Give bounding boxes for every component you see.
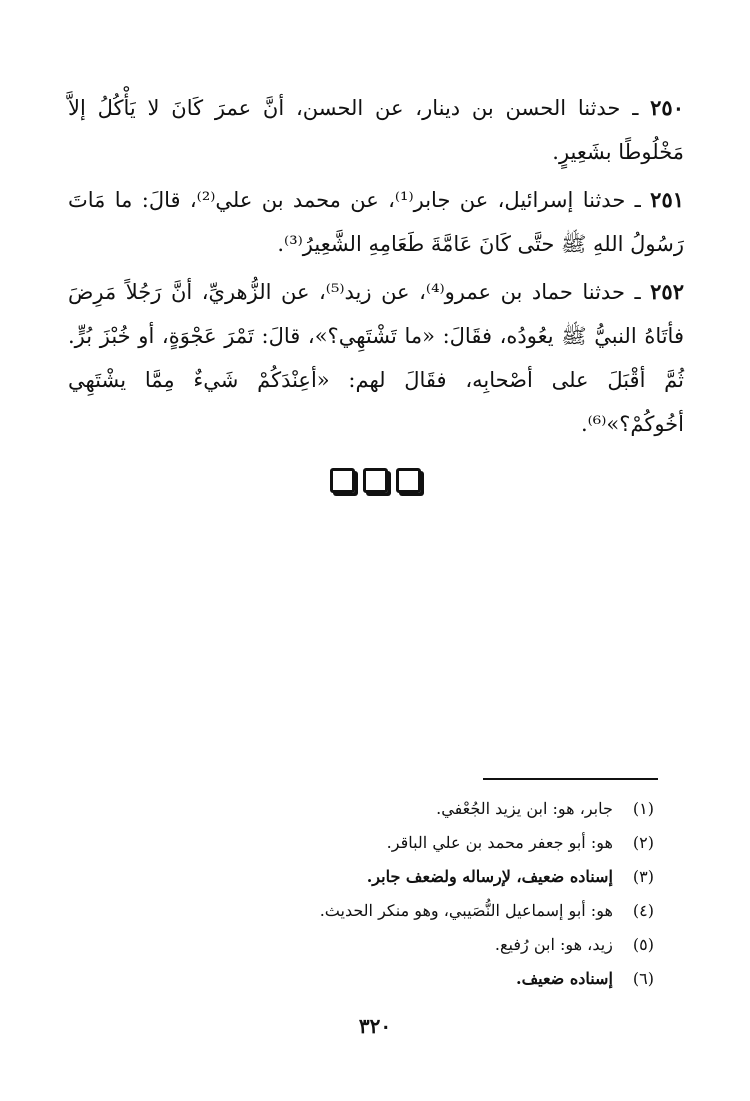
footnote-number: (٣) xyxy=(632,867,654,886)
footnote-item xyxy=(100,826,654,860)
hadith-paragraph-251 xyxy=(68,178,684,266)
page-number: ٣٢٠ xyxy=(358,1014,392,1038)
hadith-number: ٢٥٢ xyxy=(650,279,684,304)
footnote-item xyxy=(100,928,654,962)
footnote-number: (٥) xyxy=(632,935,654,954)
separator-square-icon xyxy=(396,468,421,493)
footnote-text: هو: أبو جعفر محمد بن علي الباقر. xyxy=(386,833,613,852)
hadith-number: ٢٥١ xyxy=(650,187,685,212)
footnote-text: إسناده ضعيف. xyxy=(516,969,613,988)
footnote-item xyxy=(100,894,654,928)
footnote-text: جابر، هو: ابن يزيد الجُعْفي. xyxy=(436,799,613,818)
footnote-number: (٢) xyxy=(632,833,654,852)
main-text xyxy=(68,86,684,450)
footnote-number: (٤) xyxy=(632,901,654,920)
footnote-number: (١) xyxy=(632,799,654,818)
footnote-number: (٦) xyxy=(632,969,654,988)
footnote-text: زيد، هو: ابن رُفيع. xyxy=(494,935,613,954)
hadith-text: ـ حدثنا الحسن بن دينار، عن الحسن، أنَّ عمرَ كَانَ لا يَأْكُلُ إلاَّ مَخْلُوطًا بشَعِيرٍ. xyxy=(68,96,684,164)
hadith-text: ـ حدثنا إسرائيل، عن جابر⁽¹⁾، عن محمد بن علي⁽²⁾، قالَ: ما مَاتَ رَسُولُ اللهِ ﷺ حتَّى كَانَ عَامَّةَ طَعَامِهِ الشَّعِيرُ⁽³⁾. xyxy=(68,188,684,256)
footnote-item xyxy=(100,792,654,826)
separator-square-icon xyxy=(330,468,355,493)
hadith-paragraph-250 xyxy=(68,86,684,174)
footnote-item xyxy=(100,962,654,996)
footnote-item xyxy=(100,860,654,894)
hadith-paragraph-252 xyxy=(68,270,684,446)
separator-square-icon xyxy=(363,468,388,493)
section-separator xyxy=(0,468,750,497)
hadith-text: ـ حدثنا حماد بن عمرو⁽⁴⁾، عن زيد⁽⁵⁾، عن الزُّهريِّ، أنَّ رَجُلاً مَرِضَ فأتَاهُ النبيُّ ﷺ يعُودُه، فقَالَ: «ما تَشْتَهِي؟»، قالَ: تَمْرَ عَجْوَةٍ، أو خُبْزَ بُرٍّ. ثُمَّ أقْبَلَ على أصْحابِه، فقَالَ لهم: «أعِنْدَكُمْ شَيءٌ مِمَّا يشْتَهِي أخُوكُمْ؟»⁽⁶⁾. xyxy=(68,280,684,436)
footnotes xyxy=(100,792,654,996)
footnote-divider xyxy=(483,778,658,780)
hadith-number: ٢٥٠ xyxy=(650,95,684,120)
footnote-text: إسناده ضعيف، لإرساله ولضعف جابر. xyxy=(366,867,613,886)
footnote-text: هو: أبو إسماعيل النُّصَيبي، وهو منكر الحديث. xyxy=(319,901,613,920)
